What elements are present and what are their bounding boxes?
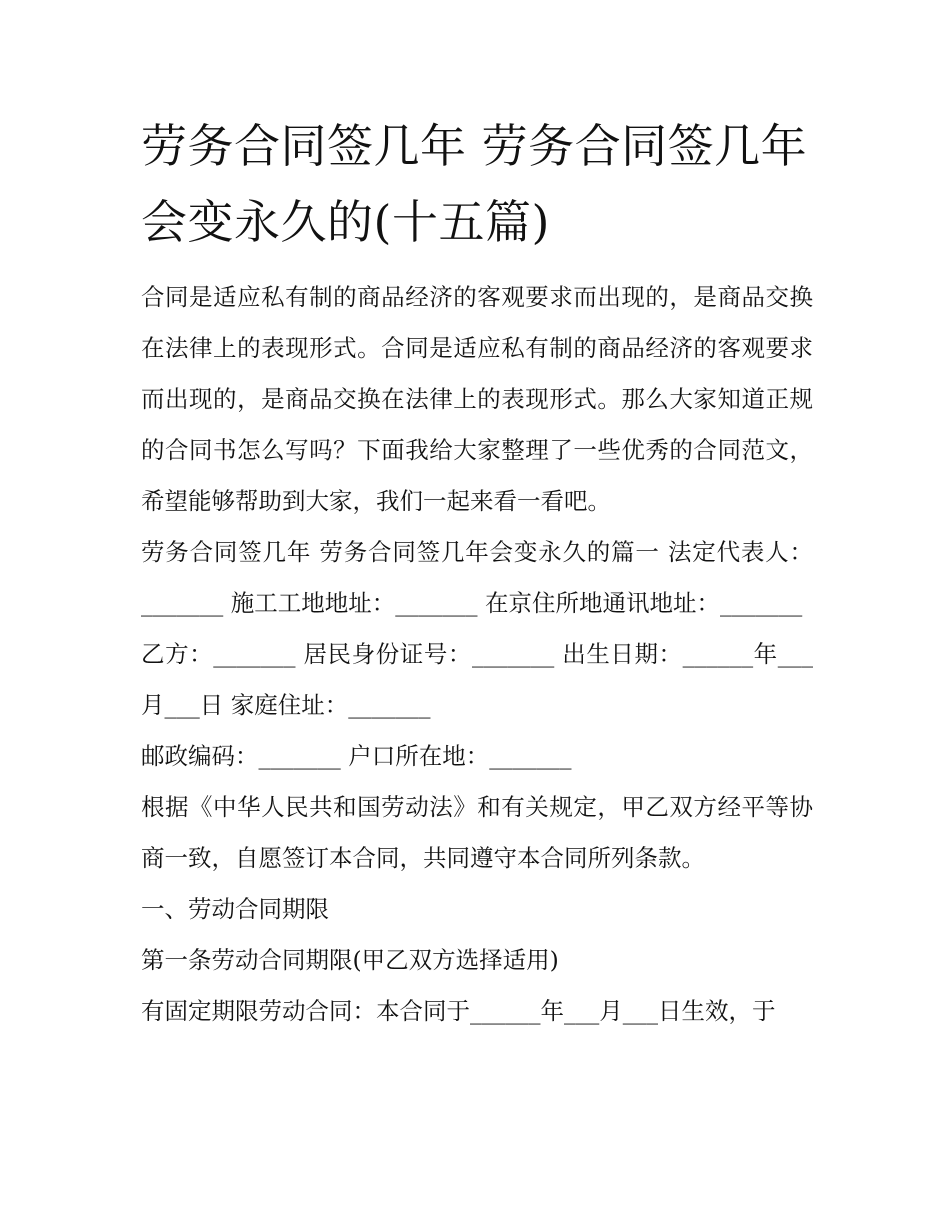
- section-heading: 一、劳动合同期限: [141, 895, 329, 923]
- document-title: 劳务合同签几年 劳务合同签几年会变永久的(十五篇): [141, 119, 808, 249]
- postal-paragraph: 邮政编码：_______ 户口所在地：_______: [141, 742, 572, 770]
- party-b-paragraph: 乙方：_______ 居民身份证号：_______ 出生日期：______年___月___日 家庭住址：_______: [141, 640, 813, 719]
- term-paragraph: 有固定期限劳动合同：本合同于______年___月___日生效，于: [141, 997, 776, 1025]
- intro-paragraph: 合同是适应私有制的商品经济的客观要求而出现的，是商品交换在法律上的表现形式。合同是适应私有制的商品经济的客观要求而出现的，是商品交换在法律上的表现形式。那么大家知道正规的合同书怎么写吗？下面我给大家整理了一些优秀的合同范文，希望能够帮助到大家，我们一起来看一看吧。: [141, 283, 813, 515]
- article-heading: 第一条劳动合同期限(甲乙双方选择适用): [141, 946, 559, 974]
- contract-party-paragraph: 劳务合同签几年 劳务合同签几年会变永久的篇一 法定代表人：_______ 施工工地地址：_______ 在京住所地通讯地址：_______: [141, 538, 813, 617]
- document-page: [141, 108, 813, 1037]
- basis-paragraph: 根据《中华人民共和国劳动法》和有关规定，甲乙双方经平等协商一致，自愿签订本合同，共同遵守本合同所列条款。: [141, 793, 813, 872]
